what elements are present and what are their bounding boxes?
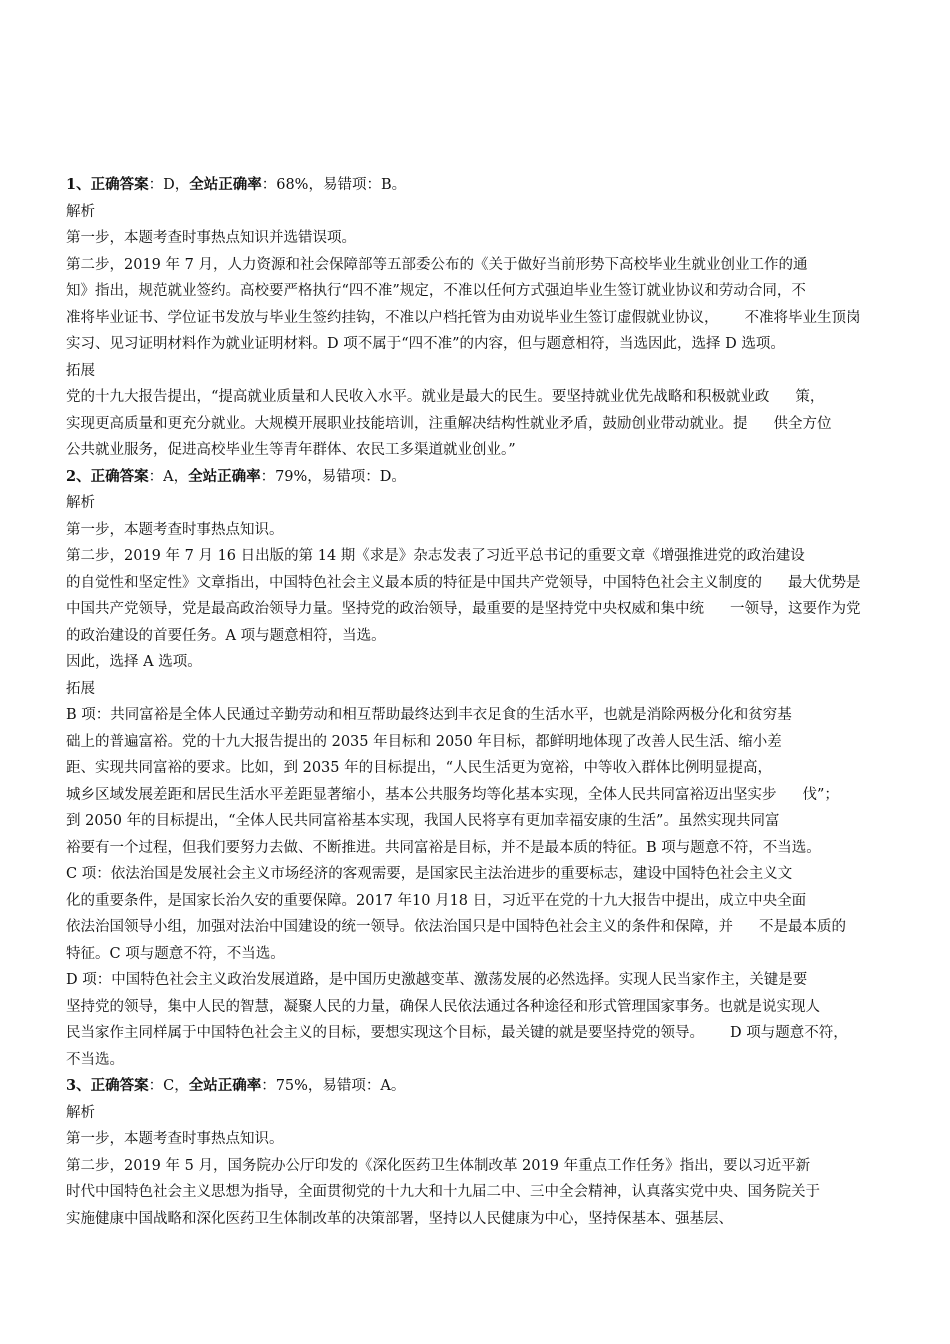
q1-analysis-heading: 解析	[66, 203, 95, 220]
q2-ext-b-line: 裕要有一个过程，但我们要努力去做、不断推进。共同富裕是目标，并不是最本质的特征。B 项与题意不符，不当选。	[66, 839, 821, 856]
q2-analysis-heading: 解析	[66, 495, 95, 511]
q3-rate-value: ：75%，易错项：A。	[261, 1078, 406, 1094]
q1-extension-heading: 拓展	[66, 362, 95, 379]
q3-header	[66, 1073, 888, 1100]
q2-ext-b-segment: 伐”；	[802, 786, 839, 803]
q2-ext-b-line: B 项：共同富裕是全体人民通过辛勤劳动和相互帮助最终达到丰衣足食的生活水平，也就是消除两极分化和贫穷基	[66, 707, 792, 723]
q2-ext-d-line: D 项：中国特色社会主义政治发展道路，是中国历史激越变革、激荡发展的必然选择。实现人民当家作主，关键是要	[66, 972, 808, 988]
q1-answer-value: ：D，	[148, 177, 190, 193]
q2-ext-d-segment: 民当家作主同样属于中国特色社会主义的目标，要想实现这个目标，最关键的就是要坚持党的领导。	[66, 1025, 704, 1041]
q2-step2-segment: 一领导，这要作为党	[730, 601, 861, 617]
q1-step2-line	[66, 305, 888, 332]
q2-step2-segment: 的自觉性和坚定性》文章指出，中国特色社会主义最本质的特征是中国共产党领导，中国特色社会主义制度的	[66, 574, 762, 591]
q1-step2-segment: 不准将毕业生顶岗	[744, 309, 861, 326]
q2-ext-c-line	[66, 914, 888, 941]
q2-ext-c-segment: 不是最本质的	[759, 919, 846, 935]
q2-rate-value: ：79%，易错项：D。	[260, 468, 406, 485]
q1-step2-line: 知》指出，规范就业签约。高校要严格执行“四不准”规定，不准以任何方式强迫毕业生签订就业协议和劳动合同，不	[66, 283, 806, 299]
q1-step2-line: 实习、见习证明材料作为就业证明材料。D 项不属于“四不准”的内容，但与题意相符，当选因此，选择 D 选项。	[66, 336, 785, 352]
q2-step2-line	[66, 596, 888, 623]
q1-extension-segment: 策，	[795, 389, 825, 405]
q2-step2-line: 的政治建设的首要任务。A 项与题意相符，当选。	[66, 627, 386, 644]
q1-extension-line	[66, 411, 888, 438]
q2-ext-c-segment: 依法治国领导小组，加强对法治中国建设的统一领导。依法治国只是中国特色社会主义的条件和保障，并	[66, 919, 733, 935]
q2-extension-heading: 拓展	[66, 680, 95, 697]
q2-ext-c-line: 化的重要条件，是国家长治久安的重要保障。2017 年10 月18 日，习近平在党的十九大报告中提出，成立中央全面	[66, 892, 807, 909]
q1-extension-segment: 党的十九大报告提出，“提高就业质量和人民收入水平。就业是最大的民生。要坚持就业优先战略和积极就业政	[66, 389, 770, 405]
q1-answer-label: 正确答案	[90, 176, 149, 193]
q2-ext-d-segment: D 项与题意不符，	[730, 1025, 848, 1041]
q1-rate-label: 全站正确率	[189, 176, 262, 193]
q2-ext-b-line	[66, 782, 888, 809]
q2-ext-b-segment: 城乡区域发展差距和居民生活水平差距显著缩小，基本公共服务均等化基本实现，全体人民共同富裕迈出坚实步	[66, 786, 777, 803]
q2-answer-label: 正确答案	[90, 467, 149, 485]
q2-header	[66, 464, 888, 491]
q3-analysis-heading: 解析	[66, 1104, 95, 1121]
q2-ext-c-line: 特征。C 项与题意不符，不当选。	[66, 945, 285, 962]
q3-answer-label: 正确答案	[90, 1077, 149, 1094]
q1-extension-line	[66, 384, 888, 411]
q2-number: 2、	[66, 467, 91, 485]
q1-step1: 第一步，本题考查时事热点知识并选错误项。	[66, 230, 356, 246]
q2-step2-segment: 最大优势是	[788, 574, 861, 591]
q2-rate-label: 全站正确率	[188, 467, 261, 485]
q1-extension-line: 公共就业服务，促进高校毕业生等青年群体、农民工多渠道就业创业。”	[66, 442, 516, 458]
q3-step2-line: 时代中国特色社会主义思想为指导，全面贯彻党的十九大和十九届二中、三中全会精神，认真落实党中央、国务院关于	[66, 1184, 820, 1200]
q3-step2-line: 第二步，2019 年 5 月，国务院办公厅印发的《深化医药卫生体制改革 2019 年重点工作任务》指出，要以习近平新	[66, 1157, 811, 1174]
q2-step2-line	[66, 570, 888, 597]
q1-header	[66, 172, 888, 199]
q1-extension-segment: 实现更高质量和更充分就业。大规模开展职业技能培训，注重解决结构性就业矛盾，鼓励创业带动就业。提	[66, 415, 748, 432]
q1-extension-segment: 供全方位	[773, 415, 832, 432]
q2-ext-d-line	[66, 1020, 888, 1047]
q1-step2-line: 第二步，2019 年 7 月，人力资源和社会保障部等五部委公布的《关于做好当前形势下高校毕业生就业创业工作的通	[66, 256, 808, 273]
q3-answer-value: ：C，	[148, 1078, 189, 1094]
q3-step1: 第一步，本题考查时事热点知识。	[66, 1131, 284, 1147]
q2-step2-segment: 中国共产党领导，党是最高政治领导力量。坚持党的政治领导，最重要的是坚持党中央权威和集中统	[66, 601, 704, 617]
q2-ext-b-line: 础上的普遍富裕。党的十九大报告提出的 2035 年目标和 2050 年目标，都鲜明地体现了改善人民生活、缩小差	[66, 733, 782, 750]
q1-number: 1、	[66, 176, 91, 193]
q3-rate-label: 全站正确率	[188, 1077, 262, 1094]
q2-answer-value: ：A，	[148, 468, 189, 485]
q2-ext-b-line: 距、实现共同富裕的要求。比如，到 2035 年的目标提出，“人民生活更为宽裕，中等收入群体比例明显提高，	[66, 760, 773, 776]
q2-ext-b-line: 到 2050 年的目标提出，“全体人民共同富裕基本实现，我国人民将享有更加幸福安康的生活”。虽然实现共同富	[66, 813, 780, 829]
q1-rate-value: ：68%，易错项：B。	[261, 177, 407, 193]
q1-step2-segment: 准将毕业证书、学位证书发放与毕业生签约挂钩，不准以户档托管为由劝说毕业生签订虚假就业协议，	[66, 309, 719, 326]
q2-ext-d-line: 不当选。	[66, 1051, 124, 1068]
q2-step1: 第一步，本题考查时事热点知识。	[66, 521, 284, 538]
q2-ext-c-line: C 项：依法治国是发展社会主义市场经济的客观需要，是国家民主法治进步的重要标志，建设中国特色社会主义文	[66, 866, 793, 882]
q3-number: 3、	[66, 1077, 91, 1094]
q2-conclusion: 因此，选择 A 选项。	[66, 654, 202, 670]
q3-step2-line: 实施健康中国战略和深化医药卫生体制改革的决策部署，坚持以人民健康为中心，坚持保基本、强基层、	[66, 1210, 733, 1227]
q2-step2-line: 第二步，2019 年 7 月 16 日出版的第 14 期《求是》杂志发表了习近平总书记的重要文章《增强推进党的政治建设	[66, 548, 805, 564]
q2-ext-d-line: 坚持党的领导，集中人民的智慧，凝聚人民的力量，确保人民依法通过各种途径和形式管理国家事务。也就是说实现人	[66, 998, 820, 1015]
document-page	[66, 172, 888, 1232]
